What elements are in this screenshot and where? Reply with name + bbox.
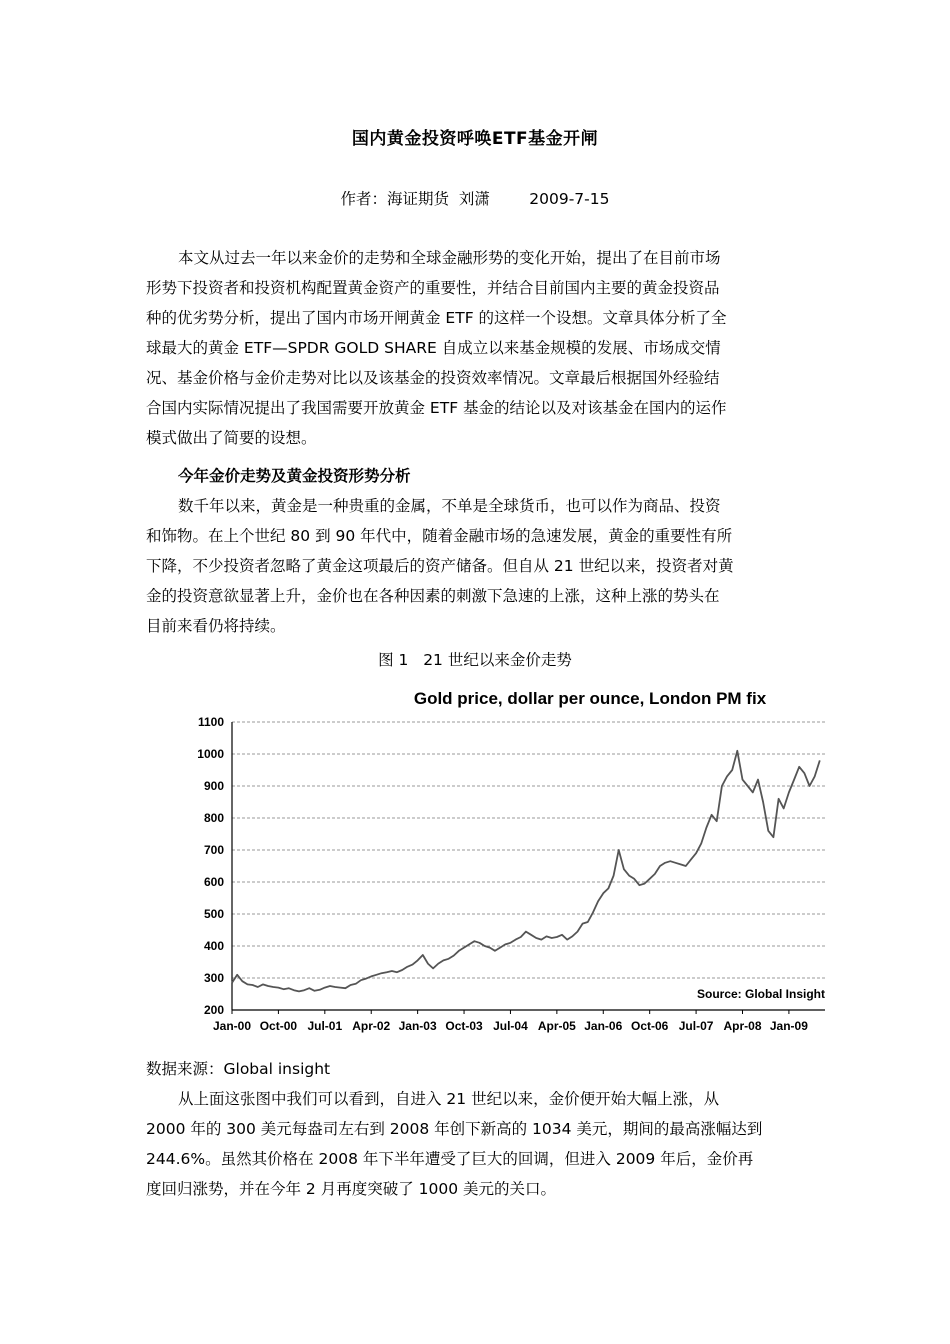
section-line: 下降，不少投资者忽略了黄金这项最后的资产储备。但自从 21 世纪以来，投资者对黄 (146, 557, 734, 575)
x-tick-label: Jul-04 (493, 1019, 528, 1033)
y-tick-label: 1000 (197, 747, 224, 761)
y-tick-label: 1100 (197, 715, 224, 729)
x-tick-label: Oct-00 (259, 1019, 298, 1033)
chart-grid (232, 722, 825, 978)
y-tick-label: 900 (203, 779, 224, 793)
section-paragraph (146, 491, 806, 641)
abstract-line: 模式做出了简要的设想。 (146, 429, 317, 447)
x-tick-label: Jan-09 (769, 1019, 808, 1033)
analysis-line: 2000 年的 300 美元每盎司左右到 2008 年创下新高的 1034 美元，期间的最高涨幅达到 (146, 1120, 763, 1138)
chart-series-layer (232, 751, 820, 992)
gold-price-series-line (232, 751, 820, 992)
figure-caption: 图 1 21 世纪以来金价走势 (378, 651, 572, 669)
abstract-line: 本文从过去一年以来金价的走势和全球金融形势的变化开始，提出了在目前市场 (178, 249, 721, 267)
y-tick-label: 700 (203, 843, 224, 857)
section-line: 和饰物。在上个世纪 80 到 90 年代中，随着金融市场的急速发展，黄金的重要性有所 (146, 527, 733, 545)
abstract-line: 球最大的黄金 ETF—SPDR GOLD SHARE 自成立以来基金规模的发展、市场成交情 (146, 339, 721, 357)
section-line: 数千年以来，黄金是一种贵重的金属，不单是全球货币，也可以作为商品、投资 (178, 497, 721, 515)
y-tick-label: 600 (203, 875, 224, 889)
y-tick-label: 500 (203, 907, 224, 921)
section-line: 目前来看仍将持续。 (146, 617, 286, 635)
x-tick-label: Oct-03 (445, 1019, 483, 1033)
section-line: 金的投资意欲显著上升，金价也在各种因素的刺激下急速的上涨，这种上涨的势头在 (146, 587, 720, 605)
x-tick-label: Oct-06 (630, 1019, 669, 1033)
abstract-line: 合国内实际情况提出了我国需要开放黄金 ETF 基金的结论以及对该基金在国内的运作 (146, 399, 727, 417)
y-tick-label: 800 (203, 811, 224, 825)
y-tick-label: 400 (203, 939, 224, 953)
x-tick-label: Apr-02 (352, 1019, 391, 1033)
document-title: 国内黄金投资呼唤ETF基金开闸 (351, 129, 599, 149)
chart-axes (197, 715, 825, 1033)
analysis-paragraph (146, 1084, 806, 1204)
x-tick-label: Apr-08 (723, 1019, 762, 1033)
analysis-line: 度回归涨势，并在今年 2 月再度突破了 1000 美元的关口。 (146, 1180, 557, 1198)
x-tick-label: Jan-00 (212, 1019, 252, 1033)
chart-source-label: Source: Global Insight (696, 987, 825, 1001)
y-tick-label: 300 (203, 971, 224, 985)
x-tick-label: Jul-07 (678, 1019, 714, 1033)
author-byline: 作者：海证期货 刘潇 2009-7-15 (340, 190, 610, 208)
abstract-paragraph (146, 243, 806, 453)
y-tick-label: 200 (203, 1003, 224, 1017)
data-source-note: 数据来源：Global insight (146, 1060, 331, 1078)
x-tick-label: Jan-03 (398, 1019, 437, 1033)
abstract-line: 种的优劣势分析，提出了国内市场开闸黄金 ETF 的这样一个设想。文章具体分析了全 (146, 309, 727, 327)
chart-svg (180, 682, 840, 1047)
section-heading: 今年金价走势及黄金投资形势分析 (178, 467, 411, 485)
analysis-line: 从上面这张图中我们可以看到，自进入 21 世纪以来，金价便开始大幅上涨，从 (178, 1090, 720, 1108)
x-tick-label: Jul-01 (307, 1019, 343, 1033)
analysis-line: 244.6%。虽然其价格在 2008 年下半年遭受了巨大的回调，但进入 2009 年后，金价再 (146, 1150, 754, 1168)
x-tick-label: Apr-05 (537, 1019, 576, 1033)
x-tick-label: Jan-06 (584, 1019, 623, 1033)
chart-title: Gold price, dollar per ounce, London PM fix (413, 689, 767, 708)
abstract-line: 形势下投资者和投资机构配置黄金资产的重要性，并结合目前国内主要的黄金投资品 (146, 279, 720, 297)
gold-price-chart (180, 682, 840, 1047)
abstract-line: 况、基金价格与金价走势对比以及该基金的投资效率情况。文章最后根据国外经验结 (146, 369, 720, 387)
